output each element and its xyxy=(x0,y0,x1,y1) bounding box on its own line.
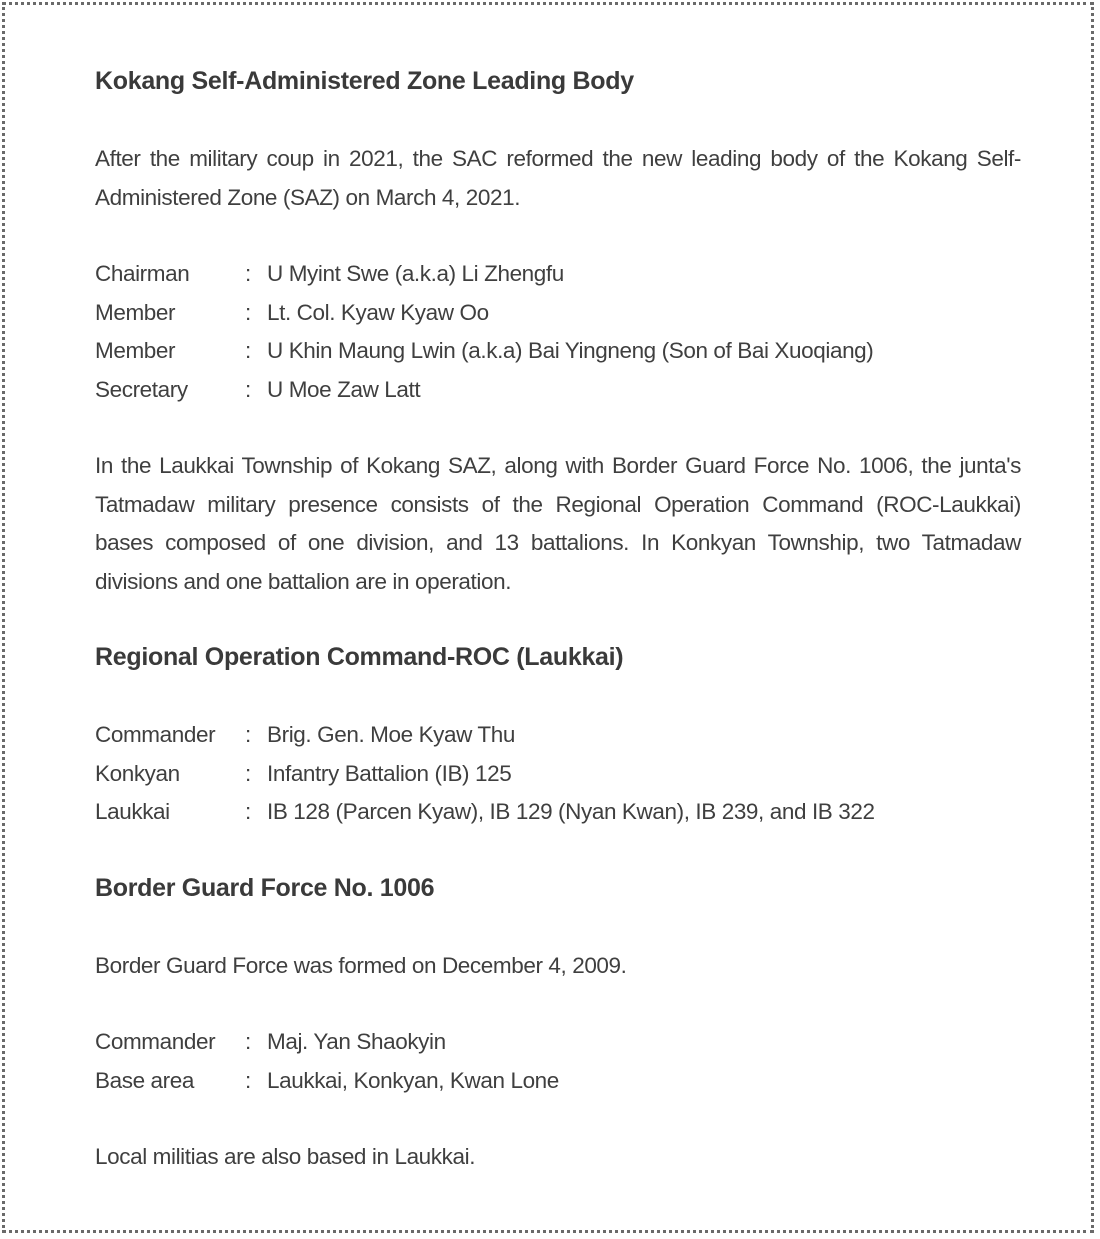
militia-note: Local militias are also based in Laukkai. xyxy=(95,1144,476,1169)
member-role: Secretary xyxy=(95,376,188,402)
roc-key: Commander xyxy=(95,722,216,747)
roc-row xyxy=(95,793,1021,832)
separator: : xyxy=(245,760,251,786)
bgf-value: Laukkai, Konkyan, Kwan Lone xyxy=(267,1067,559,1093)
member-role: Member xyxy=(95,338,176,363)
member-role: Chairman xyxy=(95,261,190,286)
roc-value: Brig. Gen. Moe Kyaw Thu xyxy=(267,722,516,747)
member-name: U Myint Swe (a.k.a) Li Zhengfu xyxy=(267,261,564,286)
roc-row xyxy=(95,755,1021,794)
separator: : xyxy=(245,799,251,824)
bgf-value: Maj. Yan Shaokyin xyxy=(267,1029,446,1054)
separator: : xyxy=(245,299,251,325)
member-row xyxy=(95,294,1021,333)
member-row xyxy=(95,255,1021,294)
bgf-key: Base area xyxy=(95,1067,194,1093)
bgf-row xyxy=(95,1062,1021,1101)
member-role: Member xyxy=(95,299,176,325)
roc-details xyxy=(95,716,1021,832)
military-presence-paragraph: In the Laukkai Township of Kokang SAZ, along with Border Guard Force No. 1006, the junta's Tatmadaw military presence consists of the Regional Operation Command (ROC-Laukkai) bases composed of one division, and 13 battalions. In Konkyan Township, two Tatmadaw divisions and one battalion are in operation. xyxy=(95,453,1021,594)
separator: : xyxy=(245,261,251,286)
separator: : xyxy=(245,722,251,747)
bgf-heading: Border Guard Force No. 1006 xyxy=(95,873,435,902)
roc-value: Infantry Battalion (IB) 125 xyxy=(267,760,512,786)
separator: : xyxy=(245,1029,251,1054)
document-body xyxy=(95,62,1021,1177)
separator: : xyxy=(245,1067,251,1093)
bgf-formed-text: Border Guard Force was formed on December 4, 2009. xyxy=(95,952,627,978)
bgf-row xyxy=(95,1023,1021,1062)
separator: : xyxy=(245,338,251,363)
roc-row xyxy=(95,716,1021,755)
roc-value: IB 128 (Parcen Kyaw), IB 129 (Nyan Kwan), IB 239, and IB 322 xyxy=(267,799,875,824)
roc-heading: Regional Operation Command-ROC (Laukkai) xyxy=(95,643,624,671)
separator: : xyxy=(245,376,251,402)
member-name: U Khin Maung Lwin (a.k.a) Bai Yingneng (Son of Bai Xuoqiang) xyxy=(267,338,874,363)
roc-key: Konkyan xyxy=(95,760,180,786)
leading-body-members xyxy=(95,255,1021,409)
bgf-key: Commander xyxy=(95,1029,216,1054)
member-name: U Moe Zaw Latt xyxy=(267,376,421,402)
leading-body-intro: After the military coup in 2021, the SAC reformed the new leading body of the Kokang Self-Administered Zone (SAZ) on March 4, 2021. xyxy=(95,146,1021,210)
roc-key: Laukkai xyxy=(95,799,170,824)
member-row xyxy=(95,332,1021,371)
bgf-details xyxy=(95,1023,1021,1100)
member-name: Lt. Col. Kyaw Kyaw Oo xyxy=(267,299,489,325)
leading-body-heading: Kokang Self-Administered Zone Leading Body xyxy=(95,67,634,95)
member-row xyxy=(95,371,1021,410)
